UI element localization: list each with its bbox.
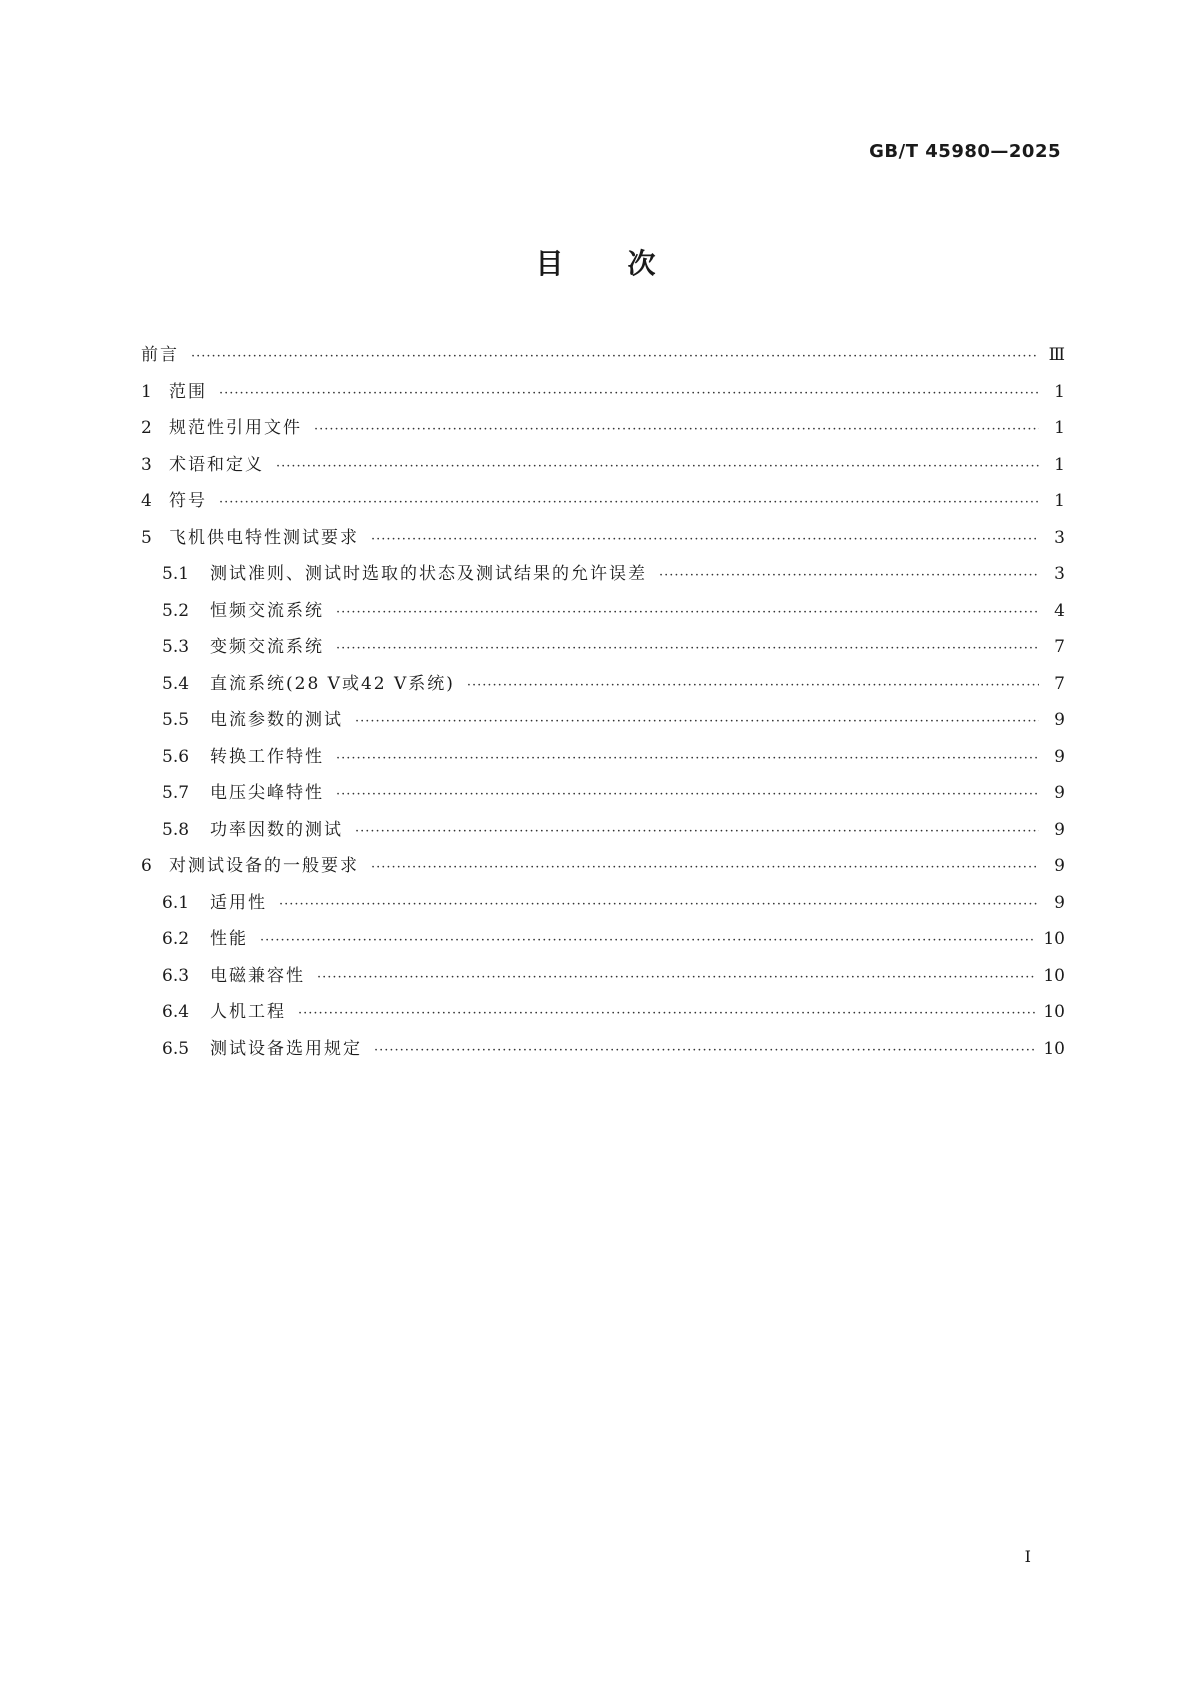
toc-entry-5-6[interactable] <box>141 742 1065 779</box>
toc-entry-number: 5.8 <box>162 819 190 840</box>
toc-entry-page: 9 <box>1054 892 1065 913</box>
dot-leader <box>219 386 1039 401</box>
toc-entry-6-2[interactable] <box>141 924 1065 961</box>
dot-leader <box>659 568 1039 583</box>
dot-leader <box>467 678 1039 693</box>
toc-entry-page: 9 <box>1054 710 1065 730</box>
toc-entry-title: 适用性 <box>210 892 267 913</box>
toc-entry-6[interactable] <box>141 851 1065 888</box>
toc-entry-page: 10 <box>1043 1038 1065 1059</box>
dot-leader <box>355 824 1039 839</box>
toc-entry-number: 5.4 <box>162 673 190 694</box>
toc-entry-page: 1 <box>1054 454 1065 475</box>
toc-entry-page: 1 <box>1054 418 1065 438</box>
toc-entry-page: 7 <box>1054 637 1065 657</box>
toc-entry-5-7[interactable] <box>141 778 1065 815</box>
toc-entry-5-1[interactable] <box>141 559 1065 596</box>
table-of-contents <box>141 340 1065 1070</box>
toc-entry-page: 1 <box>1054 491 1065 511</box>
dot-leader <box>314 422 1039 437</box>
toc-entry-page: 7 <box>1054 673 1065 694</box>
toc-entry-3[interactable] <box>141 450 1065 487</box>
toc-entry-page: 10 <box>1043 965 1065 986</box>
toc-entry-title: 前言 <box>141 345 179 365</box>
toc-entry-5-2[interactable] <box>141 596 1065 633</box>
toc-entry-page: 3 <box>1054 527 1065 548</box>
toc-entry-page: 9 <box>1054 746 1065 767</box>
toc-entry-page: 9 <box>1054 783 1065 803</box>
toc-entry-5-3[interactable] <box>141 632 1065 669</box>
dot-leader <box>371 860 1039 875</box>
toc-entry-title: 电流参数的测试 <box>210 710 343 730</box>
toc-entry-number: 5.2 <box>162 600 190 621</box>
toc-entry-6-4[interactable] <box>141 997 1065 1034</box>
dot-leader <box>191 349 1039 364</box>
toc-entry-2[interactable] <box>141 413 1065 450</box>
toc-entry-5-4[interactable] <box>141 669 1065 706</box>
toc-entry-title: 符号 <box>169 491 207 511</box>
dot-leader <box>336 751 1039 766</box>
dot-leader <box>298 1006 1035 1021</box>
toc-entry-number: 6.2 <box>162 929 190 949</box>
dot-leader <box>336 787 1039 802</box>
toc-entry-title: 性能 <box>210 929 248 949</box>
toc-entry-1[interactable] <box>141 377 1065 414</box>
toc-entry-number: 5.1 <box>162 564 190 584</box>
toc-entry-page: 1 <box>1054 381 1065 402</box>
dot-leader <box>336 605 1039 620</box>
toc-entry-title: 变频交流系统 <box>210 637 324 657</box>
toc-entry-number: 6.3 <box>162 965 190 986</box>
toc-entry-title: 人机工程 <box>210 1002 286 1022</box>
dot-leader <box>336 641 1039 656</box>
toc-entry-number: 6.5 <box>162 1038 190 1059</box>
toc-entry-number: 5.3 <box>162 637 190 657</box>
toc-entry-4[interactable] <box>141 486 1065 523</box>
page-title: 目次 <box>535 247 720 280</box>
toc-entry-title: 恒频交流系统 <box>210 600 324 621</box>
toc-entry-5[interactable] <box>141 523 1065 560</box>
toc-entry-number: 5.6 <box>162 746 190 767</box>
toc-entry-title: 电压尖峰特性 <box>210 783 324 803</box>
toc-entry-page: 9 <box>1054 819 1065 840</box>
dot-leader <box>317 970 1035 985</box>
toc-entry-title: 测试设备选用规定 <box>210 1038 362 1059</box>
toc-entry-title: 电磁兼容性 <box>210 965 305 986</box>
dot-leader <box>279 897 1039 912</box>
toc-entry-number: 2 <box>141 418 152 438</box>
toc-entry-6-3[interactable] <box>141 961 1065 998</box>
toc-entry-title: 术语和定义 <box>169 454 264 475</box>
dot-leader <box>355 714 1039 729</box>
dot-leader <box>371 532 1039 547</box>
toc-entry-5-8[interactable] <box>141 815 1065 852</box>
toc-entry-number: 3 <box>141 454 152 475</box>
toc-entry-title: 测试准则、测试时选取的状态及测试结果的允许误差 <box>210 564 647 584</box>
toc-entry-title: 飞机供电特性测试要求 <box>169 527 359 548</box>
toc-entry-5-5[interactable] <box>141 705 1065 742</box>
toc-entry-number: 6.4 <box>162 1002 190 1022</box>
toc-entry-6-5[interactable] <box>141 1034 1065 1071</box>
toc-entry-title: 规范性引用文件 <box>169 418 302 438</box>
toc-entry-page: 3 <box>1054 564 1065 584</box>
dot-leader <box>374 1043 1035 1058</box>
dot-leader <box>219 495 1039 510</box>
toc-entry-page: 9 <box>1054 856 1065 876</box>
toc-entry-number: 5.5 <box>162 710 190 730</box>
toc-entry-number: 5 <box>141 527 152 548</box>
toc-entry-number: 4 <box>141 491 152 511</box>
toc-entry-number: 6 <box>141 856 152 876</box>
toc-entry-number: 6.1 <box>162 892 190 913</box>
toc-entry-title: 转换工作特性 <box>210 746 324 767</box>
toc-entry-number: 1 <box>141 381 152 402</box>
page-number: I <box>1024 1547 1031 1566</box>
toc-entry-page: 10 <box>1043 929 1065 949</box>
toc-entry-title: 范围 <box>169 381 207 402</box>
toc-entry-6-1[interactable] <box>141 888 1065 925</box>
toc-entry-title: 直流系统(28 V或42 V系统) <box>210 673 455 694</box>
toc-entry-page: 10 <box>1043 1002 1065 1022</box>
toc-entry-number: 5.7 <box>162 783 190 803</box>
dot-leader <box>260 933 1035 948</box>
dot-leader <box>276 459 1039 474</box>
toc-entry-page: 4 <box>1054 600 1065 621</box>
toc-entry-title: 对测试设备的一般要求 <box>169 856 359 876</box>
toc-entry-foreword[interactable] <box>141 340 1065 377</box>
document-code: GB/T 45980—2025 <box>869 141 1061 162</box>
toc-entry-page: Ⅲ <box>1048 345 1065 365</box>
toc-entry-title: 功率因数的测试 <box>210 819 343 840</box>
